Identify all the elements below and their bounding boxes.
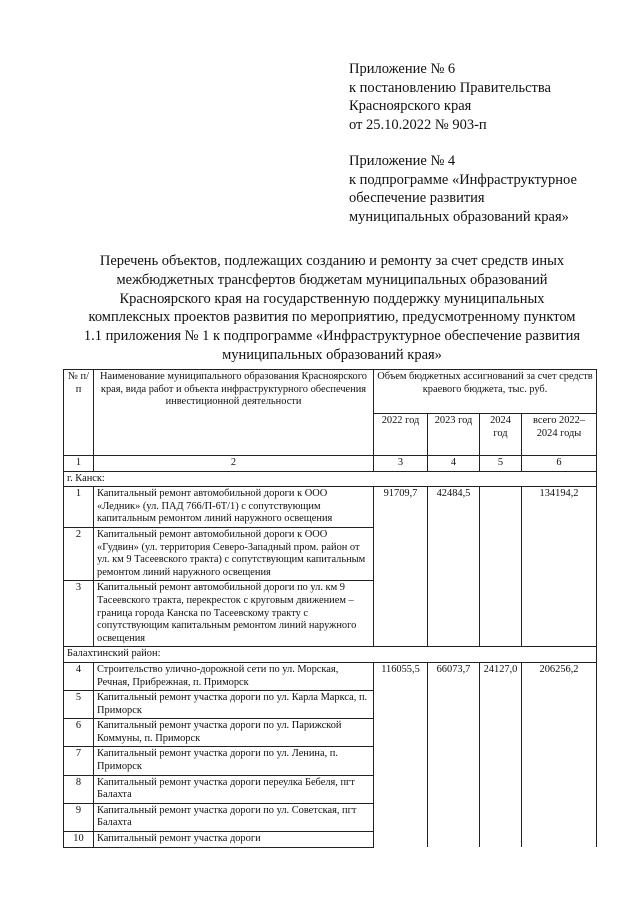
region-row: г. Канск: [64, 471, 597, 487]
objects-table [63, 369, 597, 848]
value-2022: 91709,7 [374, 487, 428, 647]
row-number: 3 [64, 581, 94, 647]
object-name: Капитальный ремонт участка дороги по ул. Ленина, п. Приморск [94, 747, 374, 775]
value-2024 [480, 487, 522, 647]
header-name: Наименование муниципального образования Красноярского края, вида работ и объекта инфраструктурного обеспечения инвестиционной деятельности [94, 370, 374, 456]
title-line: муниципальных образований края» [222, 346, 442, 363]
value-total: 134194,2 [522, 487, 597, 647]
column-number: 5 [480, 456, 522, 472]
title-line: Перечень объектов, подлежащих созданию и ремонту за счет средств иных [99, 253, 565, 269]
column-number: 4 [428, 456, 480, 472]
appendix-block [349, 60, 629, 226]
row-number: 7 [64, 747, 94, 775]
object-name: Капитальный ремонт участка дороги по ул. Парижской Коммуны, п. Приморск [94, 719, 374, 747]
value-total: 206256,2 [522, 662, 597, 847]
title-line: межбюджетных трансфертов бюджетам муниципальных образований [116, 271, 548, 288]
row-number: 1 [64, 487, 94, 528]
header-2022: 2022 год [374, 414, 428, 456]
object-name: Капитальный ремонт автомобильной дороги к ООО «Гудвин» (ул. территория Северо-Западный пром. район от ул. км 9 Тасеевского тракта) с сопутствующим капитальным ремонтом линий наружного освещения [94, 527, 374, 580]
value-2023: 66073,7 [428, 662, 480, 847]
header-2023: 2023 год [428, 414, 480, 456]
row-number: 9 [64, 803, 94, 831]
header-num: № п/п [64, 370, 94, 456]
appendix-line: Приложение № 6 [349, 61, 456, 77]
column-number: 1 [64, 456, 94, 472]
object-name: Капитальный ремонт участка дороги по ул. Карла Маркса, п. Приморск [94, 691, 374, 719]
column-number: 3 [374, 456, 428, 472]
header-2024: 2024 год [480, 414, 522, 456]
appendix-line: к подпрограмме «Инфраструктурное [349, 171, 577, 188]
value-2022: 116055,5 [374, 662, 428, 847]
row-number: 2 [64, 527, 94, 580]
column-number: 2 [94, 456, 374, 472]
appendix-line: от 25.10.2022 № 903-п [349, 116, 487, 133]
row-number: 5 [64, 691, 94, 719]
appendix-line: обеспечение развития [349, 190, 485, 206]
object-name: Капитальный ремонт автомобильной дороги к ООО «Ледник» (ул. ПАД 766/П-6Т/1) с сопутствующим капитальным ремонтом линий наружного освещения [94, 487, 374, 528]
column-number: 6 [522, 456, 597, 472]
object-name: Капитальный ремонт участка дороги переулка Бебеля, пгт Балахта [94, 775, 374, 803]
value-2024: 24127,0 [480, 662, 522, 847]
header-total: всего 2022–2024 годы [522, 414, 597, 456]
appendix-line: муниципальных образований края» [349, 208, 569, 225]
title-line: 1.1 приложения № 1 к подпрограмме «Инфраструктурное обеспечение развития [83, 328, 581, 345]
appendix-line: Красноярского края [349, 98, 472, 114]
row-number: 4 [64, 662, 94, 690]
appendix-line: к постановлению Правительства [349, 79, 551, 96]
object-name: Капитальный ремонт участка дороги [94, 832, 374, 848]
document-title [62, 252, 602, 365]
row-number: 10 [64, 832, 94, 848]
region-row: Балахтинский район: [64, 647, 597, 663]
object-name: Капитальный ремонт участка дороги по ул. Советская, пгт Балахта [94, 803, 374, 831]
title-line: комплексных проектов развития по мероприятию, предусмотренному пунктом [88, 309, 576, 326]
object-name: Капитальный ремонт автомобильной дороги по ул. км 9 Тасеевского тракта, перекресток с круговым движением – граница города Канска по Тасеевскому тракту с сопутствующим капитальным ремонтом линий наружного освещения [94, 581, 374, 647]
appendix-line: Приложение № 4 [349, 153, 456, 169]
row-number: 6 [64, 719, 94, 747]
title-line: Красноярского края на государственную поддержку муниципальных [119, 290, 545, 307]
value-2023: 42484,5 [428, 487, 480, 647]
header-budget: Объем бюджетных ассигнований за счет средств краевого бюджета, тыс. руб. [374, 370, 597, 414]
row-number: 8 [64, 775, 94, 803]
object-name: Строительство улично-дорожной сети по ул. Морская, Речная, Прибрежная, п. Приморск [94, 662, 374, 690]
